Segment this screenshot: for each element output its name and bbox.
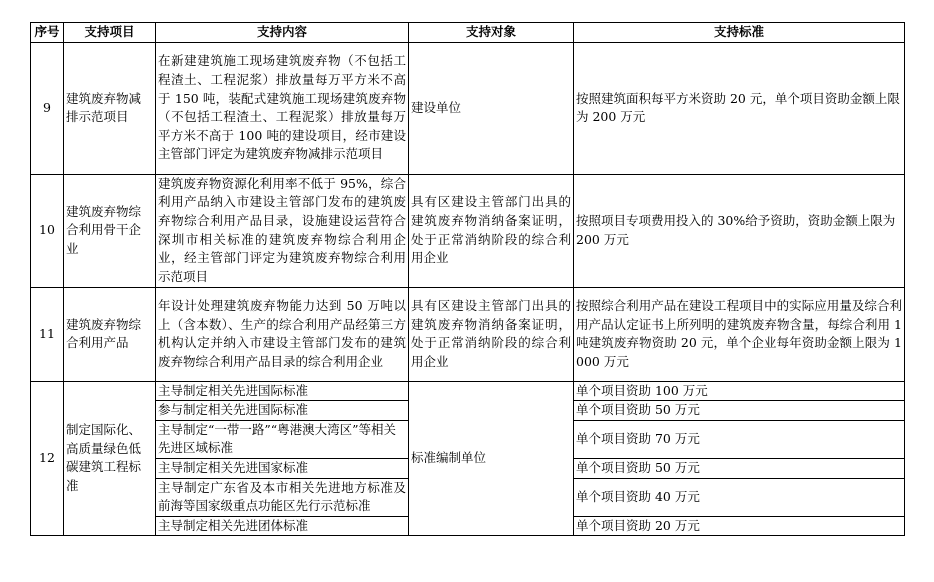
content-cell: 主导制定广东省及本市相关先进地方标准及前海等国家级重点功能区先行示范标准 <box>156 478 409 516</box>
content-cell: 参与制定相关先进国际标准 <box>156 401 409 421</box>
table-row <box>31 174 905 287</box>
header-no: 序号 <box>31 23 64 43</box>
standard-cell: 按照项目专项费用投入的 30%给予资助，资助金额上限为 200 万元 <box>574 174 905 287</box>
header-target: 支持对象 <box>409 23 574 43</box>
content-cell: 主导制定相关先进国际标准 <box>156 381 409 401</box>
target-cell: 标准编制单位 <box>409 381 574 536</box>
row-number: 9 <box>31 42 64 174</box>
standard-cell: 单个项目资助 20 万元 <box>574 516 905 536</box>
content-cell: 主导制定“一带一路”“粤港澳大湾区”等相关先进区域标准 <box>156 420 409 458</box>
target-cell: 建设单位 <box>409 42 574 174</box>
content-cell: 主导制定相关先进国家标准 <box>156 458 409 478</box>
support-table <box>30 22 905 536</box>
row-number: 12 <box>31 381 64 536</box>
row-number: 10 <box>31 174 64 287</box>
target-cell: 具有区建设主管部门出具的建筑废弃物消纳备案证明，处于正常消纳阶段的综合利用企业 <box>409 174 574 287</box>
content-cell: 主导制定相关先进团体标准 <box>156 516 409 536</box>
project-cell: 建筑废弃物减排示范项目 <box>64 42 156 174</box>
header-project: 支持项目 <box>64 23 156 43</box>
standard-cell: 单个项目资助 70 万元 <box>574 420 905 458</box>
table-row <box>31 381 905 401</box>
standard-cell: 按照综合利用产品在建设工程项目中的实际应用量及综合利用产品认定证书上所列明的建筑废弃物含量，每综合利用 1 吨建筑废弃物资助 20 元，单个企业每年资助金额上限为 1000 万元 <box>574 287 905 381</box>
standard-cell: 按照建筑面积每平方米资助 20 元，单个项目资助金额上限为 200 万元 <box>574 42 905 174</box>
standard-cell: 单个项目资助 40 万元 <box>574 478 905 516</box>
project-cell: 建筑废弃物综合利用骨干企业 <box>64 174 156 287</box>
content-cell: 在新建建筑施工现场建筑废弃物（不包括工程渣土、工程泥浆）排放量每万平方米不高于 150 吨，装配式建筑施工现场建筑废弃物（不包括工程渣土、工程泥浆）排放量每万平方米不高于 100 吨的建设项目，经市建设主管部门评定为建筑废弃物减排示范项目 <box>156 42 409 174</box>
header-row <box>31 23 905 43</box>
table-row <box>31 42 905 174</box>
standard-cell: 单个项目资助 50 万元 <box>574 458 905 478</box>
header-content: 支持内容 <box>156 23 409 43</box>
table-row <box>31 287 905 381</box>
project-cell: 建筑废弃物综合利用产品 <box>64 287 156 381</box>
content-cell: 建筑废弃物资源化利用率不低于 95%，综合利用产品纳入市建设主管部门发布的建筑废弃物综合利用产品目录，设施建设运营符合深圳市相关标准的建筑废弃物综合利用企业，经主管部门评定为建筑废弃物综合利用示范项目 <box>156 174 409 287</box>
row-number: 11 <box>31 287 64 381</box>
content-cell: 年设计处理建筑废弃物能力达到 50 万吨以上（含本数）、生产的综合利用产品经第三方机构认定并纳入市建设主管部门发布的建筑废弃物综合利用产品目录的综合利用企业 <box>156 287 409 381</box>
header-standard: 支持标准 <box>574 23 905 43</box>
project-cell: 制定国际化、高质量绿色低碳建筑工程标准 <box>64 381 156 536</box>
target-cell: 具有区建设主管部门出具的建筑废弃物消纳备案证明，处于正常消纳阶段的综合利用企业 <box>409 287 574 381</box>
standard-cell: 单个项目资助 100 万元 <box>574 381 905 401</box>
standard-cell: 单个项目资助 50 万元 <box>574 401 905 421</box>
